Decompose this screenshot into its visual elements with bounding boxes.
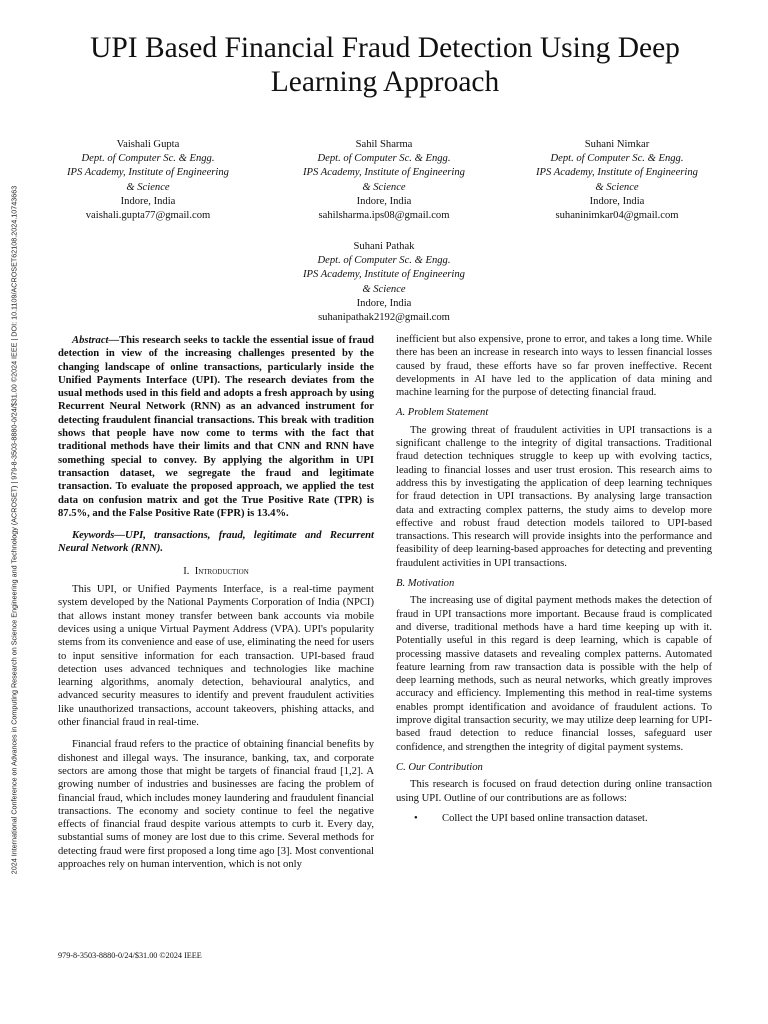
subsection-heading-contribution: C. Our Contribution	[396, 761, 483, 773]
author-dept: Dept. of Computer Sc. & Engg.	[550, 153, 684, 165]
author-institute-cont: & Science	[595, 181, 639, 193]
author-dept: Dept. of Computer Sc. & Engg.	[81, 153, 215, 165]
bullet-icon: •	[414, 812, 418, 824]
subsection-heading-motivation: B. Motivation	[396, 578, 455, 590]
copyright-footer: 979-8-3503-8880-0/24/$31.00 ©2024 IEEE	[58, 951, 202, 960]
intro-paragraph-2: Financial fraud refers to the practice of obtaining financial benefits by dishonest and illegal ways. The insurance, banking, tax, and corporate sectors are among those that might be targets of financial fraud [1,2]. A growing number of industries and businesses are facing the problem of financial fraud, which includes money laundering and fraudulent financial transactions. The economy and society continue to feel the negative effects of financial fraud despite various attempts to curb it. Every day, substantial sums of money are lost due to this crime. Several methods for detecting fraud were first proposed a long time ago [3]. Most conventional approaches rely on human intervention, which is not only	[58, 739, 374, 870]
keywords	[58, 529, 374, 556]
motivation-paragraph: The increasing use of digital payment methods makes the detection of fraud in UPI transactions more important. Because fraud is complicated and diverse, traditional methods have a hard time keeping up with it. Potentially useful in this regard is deep learning, which is capable of processing massive datasets and revealing complex patterns. Automated feature learning from raw transaction data is possible with the help of deep learning methods, such as neural networks, which greatly improves accuracy and efficiency. Implementing this method in real-time systems enables prompt identification and avoidance of fraudulent actions. To improve digital transaction security, we may utilize deep learning for UPI-based fraud detection to reduce financial losses, safeguard user confidence, and strengthen the integrity of digital payment systems.	[396, 595, 712, 753]
author-block-3	[502, 138, 732, 223]
author-block-1	[33, 138, 263, 223]
paper-title	[60, 31, 710, 99]
author-institute-cont: & Science	[126, 181, 170, 193]
author-location: Indore, India	[356, 195, 412, 207]
author-institute: IPS Academy, Institute of Engineering	[303, 269, 465, 281]
section-title: Introduction	[194, 565, 249, 577]
intro-paragraph-1: This UPI, or Unified Payments Interface, is a real-time payment system developed by the National Payments Corporation of India (NPCI) that allows instant money transfer between bank accounts via mobile devices using a unique Virtual Payment Address (VPA). UPI's popularity stems from its convenience and ease of use, eliminating the need for users to input sensitive information for each transaction. UPI-based fraud detection uses advanced techniques and technologies like machine learning algorithms, anomaly detection, behavioural analytics, and advanced security measures to identify and prevent fraudulent activities like unauthorized transactions, account takeovers, phishing attacks, and other financial fraud in real-time.	[58, 584, 374, 729]
author-dept: Dept. of Computer Sc. & Engg.	[317, 153, 451, 165]
abstract-text: —This research seeks to tackle the essential issue of fraud detection in view of the increasing challenges presented by the changing landscape of online transactions, particularly inside the Unified Payments Interface (UPI). The research deviates from the usual methods used in this field and adopts a fresh approach by using Recurrent Neural Network (RNN) as an advanced instrument for detecting fraudulent financial transactions. This break with tradition shows that people have now come to terms with the fact that traditional methods have their limits and that CNN and RNN have something special to convey. By applying the algorithm in UPI transaction dataset, we segregate the fraud and legitimate transaction. To evaluate the proposed approach, we applied the test data on confusion matrix and got the True Positive Rate (TPR) is 87.5%, and the False Positive Rate (FPR) is 13.4%.	[58, 335, 374, 519]
author-email[interactable]: suhanipathak2192@gmail.com	[318, 312, 450, 324]
author-institute: IPS Academy, Institute of Engineering	[536, 167, 698, 179]
abstract	[58, 334, 374, 520]
left-column	[58, 334, 374, 871]
title-line-1: UPI Based Financial Fraud Detection Using Deep	[90, 32, 680, 64]
side-note-doi	[4, 110, 24, 950]
intro-paragraph-2-cont: inefficient but also expensive, prone to error, and takes a long time. While there has been an increase in research into ways to lessen financial losses caused by fraud, these efforts have so far proven ineffective. Recent developments in AI have led to the application of data mining and machine learning for the purpose of detecting financial fraud.	[396, 334, 712, 399]
author-institute: IPS Academy, Institute of Engineering	[67, 167, 229, 179]
author-block-2	[269, 138, 499, 223]
author-location: Indore, India	[589, 195, 645, 207]
author-name: Sahil Sharma	[355, 139, 413, 150]
author-location: Indore, India	[356, 297, 412, 309]
contribution-bullet-1	[396, 812, 712, 825]
author-name: Suhani Nimkar	[584, 139, 650, 150]
bullet-text: Collect the UPI based online transaction dataset.	[442, 812, 648, 824]
problem-statement-paragraph: The growing threat of fraudulent activities in UPI transactions is a significant challenge to the integrity of digital transactions. Traditional fraud detection techniques struggle to keep up with evolving tactics, leading to financial losses and user trust erosion. This research aims to address this by investigating the application of deep learning techniques for fraud detection in UPI transactions. By analysing large transaction data and extracting complex patterns, the study aims to develop more effective and robust fraud detection models tailored to UPI-based transactions. This research will provide insights into the performance and feasibility of deep learning-based approaches for detecting and preventing fraudulent activities in UPI transactions.	[396, 424, 712, 569]
keywords-lead: Keywords	[72, 530, 115, 542]
keywords-text: —UPI, transactions, fraud, legitimate and Recurrent Neural Network (RNN).	[58, 530, 374, 555]
author-email[interactable]: sahilsharma.ips08@gmail.com	[318, 210, 450, 222]
author-institute-cont: & Science	[362, 283, 406, 295]
author-dept: Dept. of Computer Sc. & Engg.	[317, 255, 451, 267]
right-column	[396, 333, 712, 825]
author-name: Vaishali Gupta	[116, 139, 180, 150]
subsection-heading-problem-statement: A. Problem Statement	[396, 407, 489, 419]
author-location: Indore, India	[120, 195, 176, 207]
contribution-paragraph: This research is focused on fraud detection during online transaction using UPI. Outline of our contributions are as follows:	[396, 779, 712, 804]
section-heading-introduction	[58, 565, 374, 578]
section-number: I.	[183, 565, 190, 577]
title-line-2: Learning Approach	[270, 66, 500, 98]
author-email[interactable]: suhaninimkar04@gmail.com	[555, 210, 679, 222]
author-institute-cont: & Science	[362, 181, 406, 193]
abstract-lead: Abstract	[72, 335, 109, 346]
author-email[interactable]: vaishali.gupta77@gmail.com	[85, 210, 211, 222]
author-block-4	[269, 240, 499, 325]
author-institute: IPS Academy, Institute of Engineering	[303, 167, 465, 179]
author-name: Suhani Pathak	[353, 241, 415, 252]
side-note-text: 2024 International Conference on Advances in Computing Research on Science Engineering and Technology (ACROSET) | 979-8-3503-8880-0/24/$31.00 ©2024 IEEE | DOI: 10.1109/ACROSET62108.2024.10743663	[9, 185, 19, 875]
